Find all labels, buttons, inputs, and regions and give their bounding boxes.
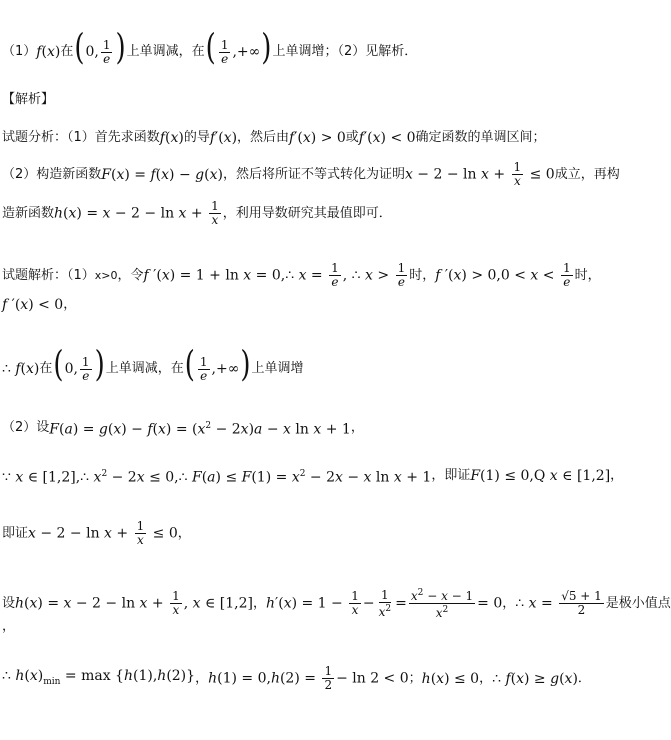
- text: 试题分析：（1）首先求函数: [2, 130, 160, 145]
- condition-text: x>0: [94, 268, 118, 282]
- interval-formula: (0, $\frac{1}{e}$ ): [74, 27, 126, 69]
- solution-line: [2, 520, 191, 547]
- solution-line: [2, 665, 591, 692]
- formula: f(x): [36, 43, 61, 60]
- text: 时，: [409, 267, 436, 283]
- text: ，: [195, 670, 209, 686]
- solution-line: [2, 587, 671, 620]
- text: 造新函数: [2, 205, 55, 221]
- solution-line: [2, 464, 623, 488]
- interval-formula: (0, $\frac{1}{e}$ ): [53, 344, 105, 386]
- solution-line: [2, 617, 15, 637]
- text: ，然后将所证不等式转化为证明: [222, 166, 405, 182]
- text: 是极小值点: [605, 595, 671, 611]
- formula: F(x) = f(x) − g(x): [101, 166, 223, 183]
- analysis-heading: 【解析】: [2, 92, 55, 107]
- text: ．: [577, 670, 591, 686]
- formula: ∴ f(x) ≥ g(x): [492, 670, 578, 687]
- text: 上单调减，在: [126, 43, 205, 59]
- text: ，: [177, 525, 191, 541]
- interval-formula: ( $\frac{1}{e}$ ,+∞): [205, 27, 272, 69]
- text: 在: [39, 360, 53, 376]
- text: 设: [2, 595, 16, 611]
- text: ，即证: [431, 467, 471, 483]
- text: 或: [345, 130, 359, 145]
- formula: f ′(x) = 1 + ln x = 0,∴ x = $\frac{1}{e}$ , ∴ x > $\frac{1}{e}$: [143, 261, 406, 289]
- formula: x − 2 − ln x + $\frac{1}{x}$ ≤ 0: [28, 519, 178, 547]
- formula: h(x) = x − 2 − ln x + $\frac{1}{x}$: [54, 199, 219, 227]
- text: 确定函数的单调区间；: [415, 130, 546, 145]
- text: ，利用导数研究其最值即可．: [222, 205, 392, 221]
- text: 上单调减，在: [105, 360, 184, 376]
- text: 成立，再构: [554, 166, 620, 182]
- formula: x − 2 − ln x + $\frac{1}{x}$ ≤ 0: [404, 160, 555, 188]
- formula: f ′(x) > 0,0 < x < $\frac{1}{e}$: [435, 261, 571, 289]
- text: （2）构造新函数: [2, 166, 102, 182]
- formula: ∴ x = $\frac{√5 + 1}{2}$: [515, 589, 602, 617]
- text: ，: [253, 595, 267, 611]
- formula: f ′(x) < 0: [2, 297, 64, 313]
- solution-line: [2, 416, 364, 440]
- text: ，: [63, 297, 77, 312]
- text: 上单调增；（2）见解析．: [272, 43, 418, 59]
- text: 上单调增: [251, 360, 304, 376]
- text: 即证: [2, 525, 29, 541]
- text: 在: [60, 43, 74, 59]
- analysis-line: [2, 128, 546, 148]
- formula: h′(x) = 1 − $\frac{1}{x}$ − $\frac{1}{x^2}$ = $\frac{x^2 - x - 1}{x^2}$ = 0: [266, 587, 503, 620]
- answer-line: [2, 27, 418, 69]
- solution-line: [2, 262, 601, 289]
- text: ，: [2, 619, 16, 634]
- analysis-line: [2, 200, 392, 227]
- text: ；: [408, 670, 422, 686]
- formula: f(x): [159, 130, 184, 146]
- formula: ∴ f(x): [2, 360, 40, 377]
- formula: ∴ $h(x)_{min} = \max \{h(1),h(2)\}$: [2, 667, 196, 687]
- text: ，: [479, 670, 493, 686]
- formula: $F(a) = g(x) - f(x) = (x^2 - 2x)a - x$ ln x + 1: [49, 421, 351, 438]
- text: ，: [610, 467, 624, 483]
- text: ，: [350, 419, 364, 435]
- interval-formula: ( $\frac{1}{e}$ ,+∞): [184, 344, 251, 386]
- answer-label: （1）: [2, 43, 37, 59]
- text: ，令: [117, 267, 144, 283]
- formula: ∵ x ∈ [1,2],∴ $x^2 - 2x$ ≤ 0,∴ $F(a) \le F(1) = x^2 - 2x - x$ ln x + 1: [2, 469, 432, 486]
- text: ，然后由: [237, 130, 290, 145]
- solution-line: [2, 295, 76, 315]
- solution-line: [2, 344, 304, 386]
- formula: f′(x): [209, 130, 238, 146]
- text: ，: [502, 595, 516, 611]
- text: 的导: [183, 130, 210, 145]
- formula: f′(x) > 0: [289, 130, 346, 146]
- text: （2）设: [2, 419, 50, 435]
- formula: f′(x) < 0: [358, 130, 416, 146]
- formula: F(1) ≤ 0,Q x ∈ [1,2]: [470, 467, 611, 484]
- formula: h(x) = x − 2 − ln x + $\frac{1}{x}$ , x ∈ [1,2]: [15, 589, 253, 617]
- text: 试题解析：（1）: [2, 267, 95, 283]
- formula: h(1) = 0,h(2) = $\frac{1}{2}$ − ln 2 < 0: [208, 664, 409, 692]
- analysis-line: [2, 161, 620, 188]
- text: 时，: [574, 267, 601, 283]
- section-heading: [2, 90, 54, 110]
- formula: h(x) ≤ 0: [421, 670, 480, 687]
